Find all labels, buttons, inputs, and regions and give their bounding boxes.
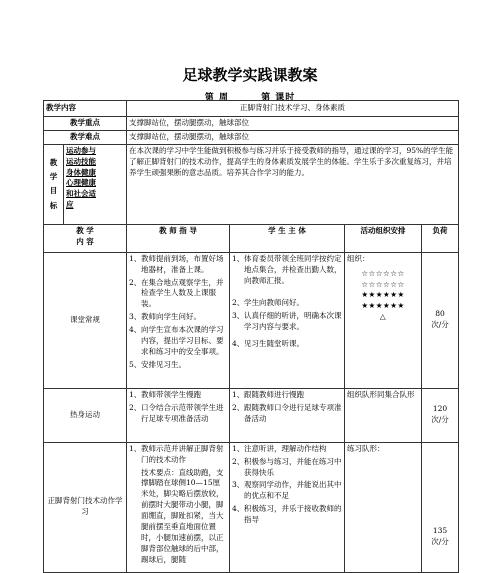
lesson-plan-table: [43, 100, 459, 573]
table-row: [44, 252, 459, 388]
student-activity: 1、 体育委员带领全班同学按约定地点集合，并检查出勤人数，向教师汇报。 2、 学生向教师问好。 3、 认真仔细的听讲，明确本次课学习内容与要求。 4、 见习生随堂听课。: [230, 252, 345, 388]
teacher-guidance: 1、 教师提前到场，布置好场地器材，准备上课。 2、 在集合地点观察学生，并检查学生人数及上课服装。 3、 教师向学生问好。 4、 向学生宣布本次课的学习内容，提出学习目标、要求和练习中的安全事项。 5、 安排见习生。: [127, 252, 230, 388]
column-teaching-content: 教 学 内 容: [44, 224, 127, 252]
table-row: [44, 442, 459, 572]
content-row: [44, 101, 459, 117]
key-point-label: 教学重点: [44, 117, 127, 131]
row-content: 课堂常规: [44, 252, 127, 388]
content-value: 正脚背射门技术学习、身体素质: [127, 101, 459, 117]
content-label: 教学内容: [44, 101, 127, 117]
column-organization: 活动组织安排: [345, 224, 422, 252]
formation-row: ☆☆☆☆☆☆: [361, 279, 405, 289]
formation-row: ★★★★★★: [361, 290, 405, 300]
formation-row: ☆☆☆☆☆☆: [361, 268, 405, 278]
column-student-activity: 学 生 主 体: [230, 224, 345, 252]
formation-row: ★★★★★★: [361, 301, 405, 311]
organization: [345, 252, 422, 388]
objective-aspects: 运动参与 运动技能 身体健康 心理健康 和社会适 应: [64, 144, 127, 224]
org-title: 组织：: [347, 253, 370, 263]
student-activity: 1、 注意听讲，理解动作结构 2、 积极参与练习，并能在练习中获得快乐 3、 观察同学动作，并能说出其中的优点和不足 4、 积极练习，并乐于接收教师的指导: [230, 442, 345, 572]
row-content: 热身运动: [44, 388, 127, 442]
objectives-text: 在本次课的学习中学生能做到积极参与练习并乐于接受教师的指导，通过课的学习，95%的学生能了解正脚背射门的技术动作，提高学生的身体素质发展学生的体能。学生乐于多次重复练习，并培养学生顽强果断的意志品质。培养其合作学习的能力。: [127, 144, 459, 224]
load: 80 次/分: [422, 252, 459, 388]
difficulty-label: 教学难点: [44, 130, 127, 144]
key-point-value: 支撑脚站位，摆动腿摆动，触球部位: [127, 117, 459, 131]
document-title: 足球教学实践课教案: [182, 66, 318, 84]
formation-diagram: [347, 269, 419, 323]
objectives-row: [44, 144, 459, 224]
period-label: 第 课时: [261, 93, 296, 103]
objectives-label: 教 学 目 标: [44, 144, 64, 224]
teacher-guidance: 1、 教师示范并讲解正脚背射门的技术动作 技术要点：直线助跑，支撑脚踏在球侧10—15厘米处，脚尖略后摆放较，前摆时大腿带动小腿，脚面绷直，脚趾扣紧，当大腿前摆至垂直地面位置时，小腿加速前摆，以正脚背部位触球的后中部，踢球后，腿随: [127, 442, 230, 572]
load: 120 次/分: [422, 388, 459, 442]
column-teacher-guidance: 教 师 指 导: [127, 224, 230, 252]
teacher-guidance: 1、 教师带领学生慢跑 2、 口令结合示范带领学生进行足球专项准备活动: [127, 388, 230, 442]
organization: 练习队形：: [345, 442, 422, 572]
organization: 组织队形同集合队形: [345, 388, 422, 442]
load: 135 次/分: [422, 442, 459, 572]
week-label: 第 周: [204, 93, 229, 103]
column-load: 负荷: [422, 224, 459, 252]
key-point-row: [44, 117, 459, 131]
difficulty-value: 支撑脚站位，摆动腿摆动，触球部位: [127, 130, 459, 144]
column-header-row: [44, 224, 459, 252]
student-activity: 1、 跟随教师进行慢跑 2、 跟随教师口令进行足球专项准备活动: [230, 388, 345, 442]
difficulty-row: [44, 130, 459, 144]
row-content: 正脚背射门技术动作学习: [44, 442, 127, 572]
teacher-position-icon: △: [379, 312, 387, 322]
table-row: [44, 388, 459, 442]
